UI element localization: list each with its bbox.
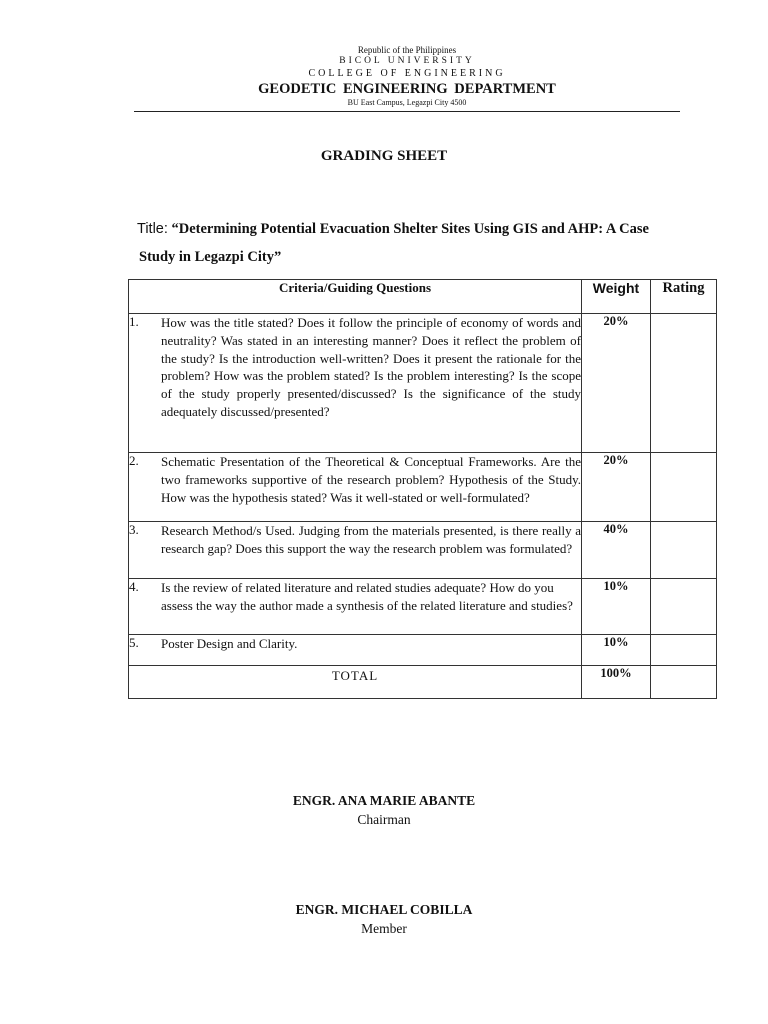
total-rating-cell[interactable] — [651, 666, 717, 699]
criteria-text: Research Method/s Used. Judging from the materials presented, is there really a research gap? Does this support the way the research problem was formulated? — [161, 523, 581, 556]
signatory-role: Member — [361, 921, 407, 936]
study-title-label: Title: — [137, 221, 168, 237]
signatory-chairman — [0, 793, 768, 828]
weight-cell: 10% — [582, 579, 651, 635]
table-row — [129, 579, 717, 635]
letterhead — [134, 44, 680, 107]
department-name: GEODETIC ENGINEERING DEPARTMENT — [258, 80, 556, 97]
total-label: TOTAL — [129, 666, 582, 699]
criteria-cell — [129, 522, 582, 579]
weight-header: Weight — [582, 280, 651, 314]
criteria-text: How was the title stated? Does it follow the principle of economy of words and neutrality? Was stated in an interesting manner? Does it reflect the problem of the study? Is the introduction well-written? Does it present the rationale for the problem? How was the problem stated? Is the problem interesting? Is the scope of the study properly presented/discussed? Is the significance of the study adequately discussed/presented? — [161, 315, 581, 419]
weight-cell: 20% — [582, 453, 651, 522]
criteria-cell — [129, 579, 582, 635]
study-title-line1: “Determining Potential Evacuation Shelter Sites Using GIS and AHP: A Case — [171, 221, 649, 237]
campus-address: BU East Campus, Legazpi City 4500 — [347, 98, 467, 107]
total-row — [129, 666, 717, 699]
weight-cell: 40% — [582, 522, 651, 579]
signatory-role: Chairman — [357, 812, 411, 827]
table-row — [129, 453, 717, 522]
criteria-cell — [129, 635, 582, 666]
criteria-text: Schematic Presentation of the Theoretical & Conceptual Frameworks. Are the two frameworks supportive of the research problem? Hypothesis of the Study. How was the hypothesis stated? Was it well-stated or well-formulated? — [161, 454, 581, 505]
study-title-line2: Study in Legazpi City” — [139, 249, 282, 265]
criteria-cell — [129, 453, 582, 522]
table-header-row — [129, 280, 717, 314]
rating-cell[interactable] — [651, 522, 717, 579]
item-number: 4. — [129, 579, 139, 594]
criteria-text: Poster Design and Clarity. — [161, 636, 298, 651]
rating-cell[interactable] — [651, 453, 717, 522]
item-number: 5. — [129, 635, 139, 650]
item-number: 3. — [129, 522, 139, 537]
rating-header: Rating — [651, 280, 717, 314]
table-row — [129, 522, 717, 579]
study-title-block — [137, 215, 697, 271]
item-number: 1. — [129, 314, 139, 329]
signatory-name: ENGR. MICHAEL COBILLA — [295, 902, 473, 917]
signatory-member — [0, 902, 768, 937]
document-title: GRADING SHEET — [320, 148, 448, 164]
university-name: BICOL UNIVERSITY — [339, 56, 475, 66]
total-weight: 100% — [582, 666, 651, 699]
rating-cell[interactable] — [651, 314, 717, 453]
table-row — [129, 635, 717, 666]
republic-line: Republic of the Philippines — [357, 45, 457, 55]
rating-cell[interactable] — [651, 579, 717, 635]
item-number: 2. — [129, 453, 139, 468]
criteria-header: Criteria/Guiding Questions — [129, 280, 582, 314]
letterhead-divider — [134, 111, 680, 112]
weight-cell: 20% — [582, 314, 651, 453]
college-name: COLLEGE OF ENGINEERING — [308, 67, 506, 79]
table-row — [129, 314, 717, 453]
rating-cell[interactable] — [651, 635, 717, 666]
grading-table — [128, 279, 717, 699]
criteria-text: Is the review of related literature and related studies adequate? How do you assess the way the author made a synthesis of the related literature and studies? — [161, 580, 573, 613]
criteria-cell — [129, 314, 582, 453]
weight-cell: 10% — [582, 635, 651, 666]
signatory-name: ENGR. ANA MARIE ABANTE — [292, 793, 476, 808]
